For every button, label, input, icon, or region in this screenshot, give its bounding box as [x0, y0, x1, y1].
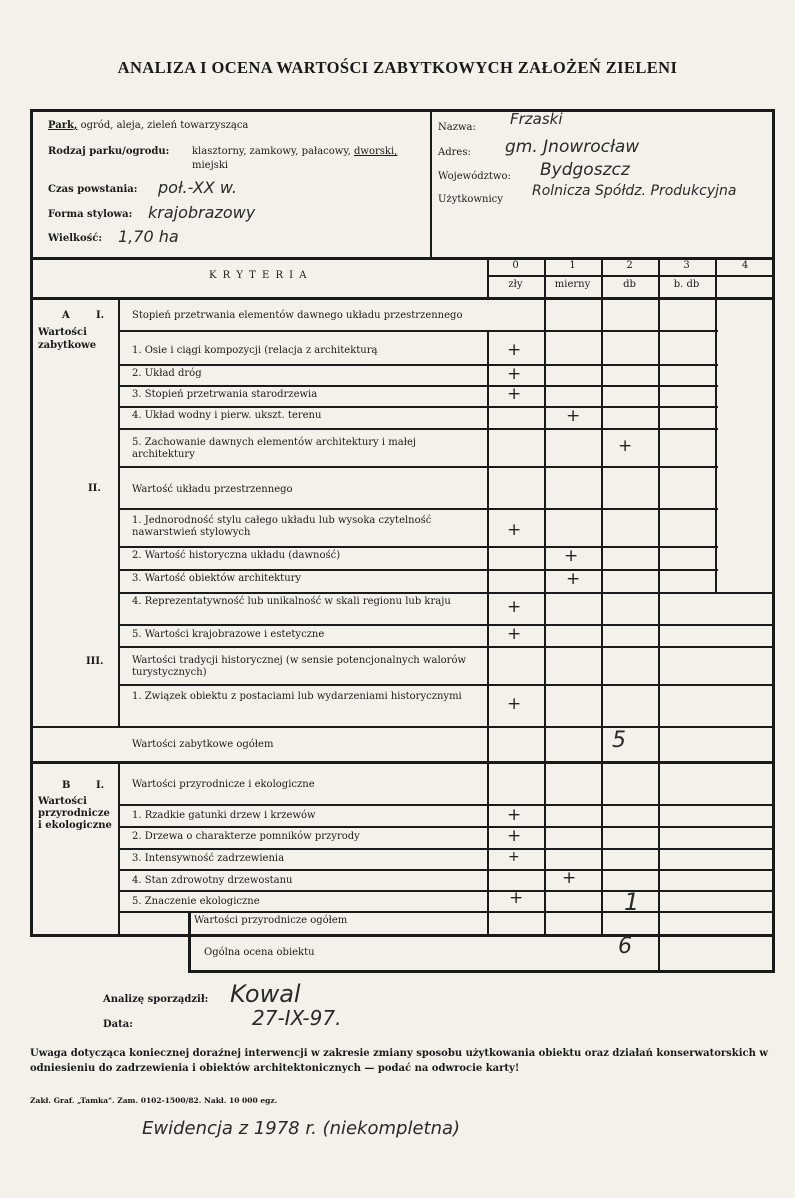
item-a2-2: 2. Wartość historyczna układu (dawność): [132, 550, 341, 561]
mark-a3-1: +: [507, 694, 522, 714]
section-a-roman3: III.: [86, 656, 104, 667]
mark-b1-4: +: [562, 868, 577, 888]
address-label: Adres:: [438, 147, 471, 158]
form-value: krajobrazowy: [148, 203, 256, 222]
mark-b1-5: +: [509, 888, 524, 908]
section-b-title: Wartości przyrodnicze i ekologiczne: [38, 796, 112, 831]
voivodeship-value: Bydgoszcz: [540, 160, 630, 180]
name-value: Frzaski: [510, 110, 563, 128]
overall-value: 6: [618, 934, 632, 959]
size-label: Wielkość:: [48, 233, 103, 244]
item-a1-2: 2. Układ dróg: [132, 368, 202, 379]
mark-a2-4: +: [507, 597, 522, 617]
grade-3-num: 3: [683, 260, 690, 271]
mark-a2-5: +: [507, 624, 522, 644]
total-a-label: Wartości zabytkowe ogółem: [132, 739, 274, 750]
mark-a1-1: +: [507, 340, 522, 360]
mark-a2-3: +: [566, 569, 581, 589]
grade-1-num: 1: [569, 260, 576, 271]
handwritten-note: Ewidencja z 1978 r. (niekompletna): [142, 1118, 461, 1139]
item-a2-4: 4. Reprezentatywność lub unikalność w skali regionu lub kraju: [132, 596, 451, 607]
group-b1-title: Wartości przyrodnicze i ekologiczne: [132, 779, 315, 790]
grade-1-word: mierny: [554, 279, 591, 290]
time-value: poł.-XX w.: [158, 178, 237, 197]
group-a1-title: Stopień przetrwania elementów dawnego układu przestrzennego: [132, 310, 463, 321]
name-label: Nazwa:: [438, 122, 476, 133]
grade-2-word: db: [623, 279, 636, 290]
time-label: Czas powstania:: [48, 184, 138, 195]
grade-3-word: b. db: [673, 279, 700, 290]
kind-options-2: miejski: [192, 160, 229, 171]
mark-b1-3: +: [508, 849, 520, 865]
item-a2-5: 5. Wartości krajobrazowe i estetyczne: [132, 629, 325, 640]
item-a1-4: 4. Układ wodny i pierw. ukszt. terenu: [132, 410, 322, 421]
overall-label: Ogólna ocena obiektu: [204, 947, 315, 958]
grade-0-word: zły: [508, 279, 523, 290]
total-b-value: 1: [624, 888, 640, 916]
item-a3-1: 1. Związek obiektu z postaciami lub wydarzeniami historycznymi: [132, 691, 462, 702]
section-a-roman: I.: [96, 310, 105, 321]
item-a1-1: 1. Osie i ciągi kompozycji (relacja z architekturą: [132, 345, 378, 356]
item-a1-3: 3. Stopień przetrwania starodrzewia: [132, 389, 318, 400]
item-a2-1: 1. Jednorodność stylu całego układu lub wysoka czytelność nawarstwień stylowych: [132, 515, 432, 538]
mark-a2-1: +: [507, 520, 522, 540]
section-a-roman2: II.: [88, 483, 101, 494]
section-a-letter: A: [62, 310, 70, 321]
date-label: Data:: [103, 1019, 133, 1030]
item-b1-5: 5. Znaczenie ekologiczne: [132, 896, 260, 907]
size-value: 1,70 ha: [118, 227, 179, 246]
kind-label: Rodzaj parku/ogrodu:: [48, 146, 170, 157]
mark-a1-5: +: [618, 436, 633, 456]
mark-a1-4: +: [566, 406, 581, 426]
grade-2-num: 2: [626, 260, 633, 271]
section-b-letter: B: [62, 780, 71, 791]
form-label: Forma stylowa:: [48, 209, 133, 220]
total-a-value: 5: [612, 728, 626, 753]
section-a-title: Wartości zabytkowe: [38, 327, 97, 351]
users-label: Użytkownicy: [438, 194, 503, 205]
object-type-line: Park, ogród, aleja, zieleń towarzysząca: [48, 120, 249, 131]
prepared-label: Analizę sporządził:: [103, 994, 209, 1005]
group-a3-title: Wartości tradycji historycznej (w sensie potencjonalnych walorów turystycznych): [132, 655, 467, 678]
group-a2-title: Wartość układu przestrzennego: [132, 484, 293, 495]
item-b1-3: 3. Intensywność zadrzewienia: [132, 853, 285, 864]
note-text: Uwaga dotycząca koniecznej doraźnej interwencji w zakresie zmiany sposobu użytkowania obiektu oraz działań konserwatorskich w odniesieniu do zadrzewienia i obiektów architektonicznych — podać na odwrocie karty!: [30, 1048, 768, 1074]
print-info: Zakł. Graf. „Tamka". Zam. 0102-1500/82. Nakł. 10 000 egz.: [30, 1096, 278, 1105]
item-a1-5: 5. Zachowanie dawnych elementów architektury i małej architektury: [132, 437, 416, 460]
section-b-roman: I.: [96, 780, 105, 791]
mark-b1-2: +: [507, 826, 522, 846]
item-b1-1: 1. Rzadkie gatunki drzew i krzewów: [132, 810, 316, 821]
grade-4-num: 4: [741, 260, 749, 271]
total-b-label: Wartości przyrodnicze ogółem: [194, 915, 348, 926]
mark-b1-1: +: [507, 805, 522, 825]
voivodeship-label: Województwo:: [438, 171, 511, 182]
mark-a1-2: +: [507, 364, 522, 384]
date-value: 27-IX-97.: [252, 1006, 342, 1030]
mark-a1-3: +: [507, 384, 522, 404]
mark-a2-2: +: [564, 546, 579, 566]
item-b1-2: 2. Drzewa o charakterze pomników przyrody: [132, 831, 360, 842]
users-value: Rolnicza Spółdz. Produkcyjna: [532, 183, 737, 199]
item-a2-3: 3. Wartość obiektów architektury: [132, 573, 302, 584]
criteria-header-label: K R Y T E R I A: [208, 270, 309, 281]
document-title: ANALIZA I OCENA WARTOŚCI ZABYTKOWYCH ZAŁOŻEŃ ZIELENI: [117, 58, 678, 77]
grade-0-num: 0: [512, 260, 519, 271]
item-b1-4: 4. Stan zdrowotny drzewostanu: [132, 875, 293, 886]
address-value: gm. Jnowrocław: [505, 137, 640, 157]
kind-options: klasztorny, zamkowy, pałacowy, dworski,: [192, 146, 398, 157]
signature: Kowal: [230, 980, 301, 1008]
